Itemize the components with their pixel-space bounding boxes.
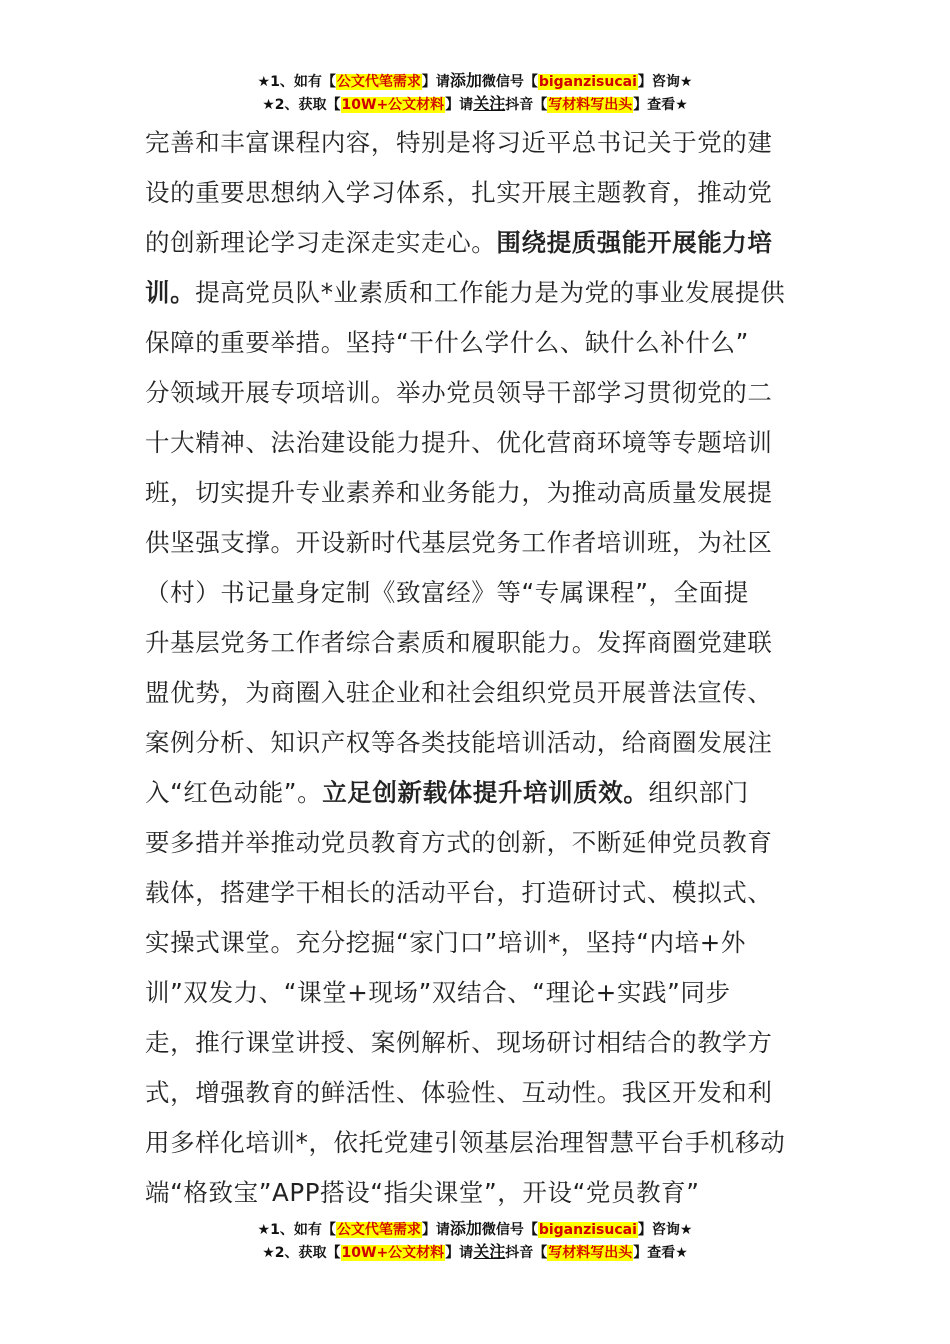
text-line: 要多措并举推动党员教育方式的创新，不断延伸党员教育 (145, 828, 773, 857)
banner-line-1 (0, 1218, 950, 1241)
document-body (145, 118, 810, 1218)
text-line (145, 268, 810, 318)
banner-emphasis: 添加 (449, 71, 482, 90)
text-line: 走，推行课堂讲授、案例解析、现场研讨相结合的教学方 (145, 1028, 773, 1057)
banner-text: 】查看★ (633, 1245, 688, 1261)
text-line: 式，增强教育的鲜活性、体验性、互动性。我区开发和利 (145, 1078, 773, 1107)
text-line: 端“格致宝”APP搭设“指尖课堂”，开设“党员教育” (145, 1178, 700, 1207)
text-line: 案例分析、知识产权等各类技能培训活动，给商圈发展注 (145, 728, 773, 757)
banner-douyin-id: 写材料写出头 (548, 1245, 633, 1261)
text-line: 升基层党务工作者综合素质和履职能力。发挥商圈党建联 (145, 628, 773, 657)
text-line: 班，切实提升专业素养和业务能力，为推动高质量发展提 (145, 478, 773, 507)
banner-text: 微信号【 (481, 74, 538, 90)
text-line (145, 218, 810, 268)
banner-text: ★1、如有【 (257, 74, 336, 90)
banner-highlight: 10W+公文材料 (341, 97, 445, 113)
banner-text: 】请 (445, 97, 474, 113)
text-line: 实操式课堂。充分挖掘“家门口”培训*，坚持“内培+外 (145, 928, 746, 957)
banner-highlight: 10W+公文材料 (341, 1245, 445, 1261)
text-line: （村）书记量身定制《致富经》等“专属课程”，全面提 (145, 578, 749, 607)
banner-line-1 (0, 70, 950, 93)
banner-text: 】查看★ (633, 97, 688, 113)
banner-text: ★1、如有【 (257, 1222, 336, 1238)
banner-line-2 (0, 1241, 950, 1264)
banner-douyin-id: 写材料写出头 (548, 97, 633, 113)
banner-wechat-id: biganzisucai (538, 1222, 637, 1238)
text-span: 组织部门 (648, 778, 749, 807)
text-line: 十大精神、法治建设能力提升、优化营商环境等专题培训 (145, 428, 773, 457)
banner-highlight: 公文代笔需求 (336, 1222, 421, 1238)
banner-wechat-id: biganzisucai (538, 74, 637, 90)
text-line: 保障的重要举措。坚持“干什么学什么、缺什么补什么” (145, 328, 749, 357)
text-line: 供坚强支撑。开设新时代基层党务工作者培训班，为社区 (145, 528, 773, 557)
banner-text: 】请 (421, 74, 450, 90)
footer-banner (0, 1218, 950, 1264)
section-heading: 训。 (145, 278, 196, 307)
section-heading: 围绕提质强能开展能力培 (496, 228, 773, 257)
banner-text: 】请 (445, 1245, 474, 1261)
text-line: 用多样化培训*，依托党建引领基层治理智慧平台手机移动 (145, 1128, 786, 1157)
text-span: 提高党员队*业素质和工作能力是为党的事业发展提供 (195, 278, 786, 307)
banner-text: ★2、获取【 (262, 1245, 341, 1261)
banner-emphasis: 关注 (473, 1242, 506, 1261)
text-line: 训”双发力、“课堂+现场”双结合、“理论+实践”同步 (145, 978, 731, 1007)
text-span: 的创新理论学习走深走实走心。 (145, 228, 497, 257)
banner-text: ★2、获取【 (262, 97, 341, 113)
text-line (145, 768, 810, 818)
banner-emphasis: 关注 (473, 94, 506, 113)
banner-emphasis: 添加 (449, 1219, 482, 1238)
text-span: 入“红色动能”。 (145, 778, 323, 807)
banner-text: 】请 (421, 1222, 450, 1238)
text-line: 载体，搭建学干相长的活动平台，打造研讨式、模拟式、 (145, 878, 773, 907)
banner-text: 微信号【 (481, 1222, 538, 1238)
banner-text: 抖音【 (505, 97, 548, 113)
banner-highlight: 公文代笔需求 (336, 74, 421, 90)
banner-text: 抖音【 (505, 1245, 548, 1261)
text-line: 分领域开展专项培训。举办党员领导干部学习贯彻党的二 (145, 378, 773, 407)
text-line: 盟优势，为商圈入驻企业和社会组织党员开展普法宣传、 (145, 678, 773, 707)
header-banner (0, 70, 950, 116)
banner-text: 】咨询★ (637, 1222, 693, 1238)
section-heading: 立足创新载体提升培训质效。 (322, 778, 649, 807)
banner-text: 】咨询★ (637, 74, 693, 90)
text-line: 设的重要思想纳入学习体系，扎实开展主题教育，推动党 (145, 178, 773, 207)
text-line: 完善和丰富课程内容，特别是将习近平总书记关于党的建 (145, 128, 773, 157)
banner-line-2 (0, 93, 950, 116)
